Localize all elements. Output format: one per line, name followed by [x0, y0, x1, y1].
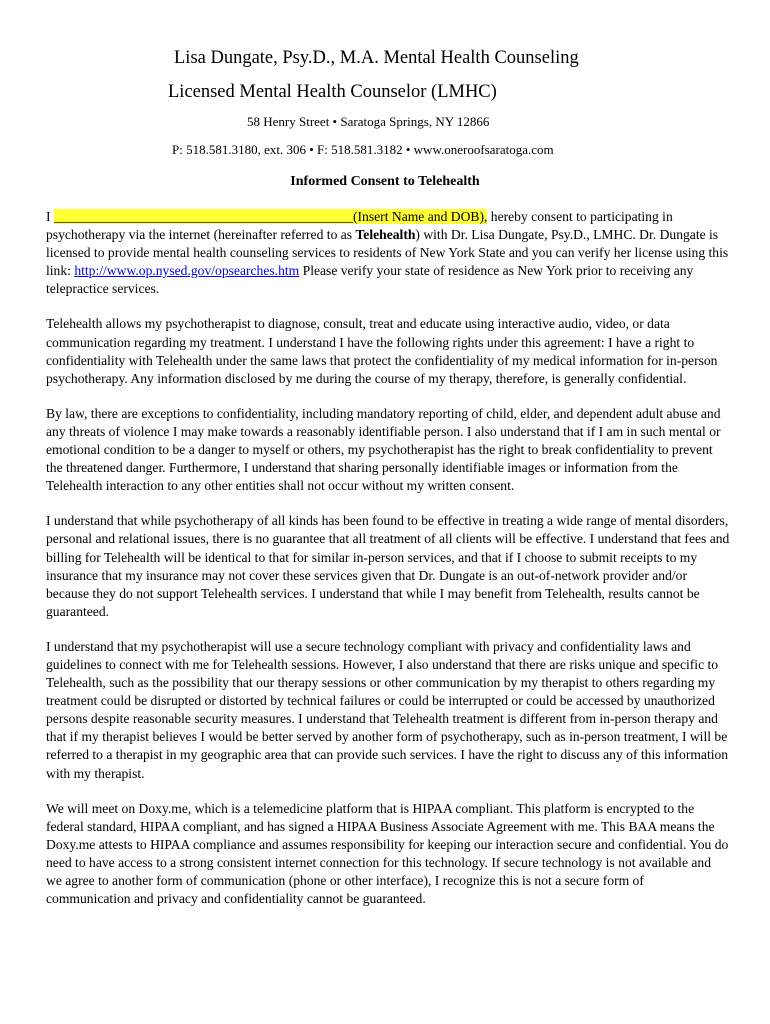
consent-text: hereby consent to participating in psychotherapy via the internet (hereinafter referred to as	[46, 209, 673, 243]
name-dob-field[interactable]: ____________________________________________(Insert Name and DOB),	[53, 209, 488, 224]
paragraph-telehealth-rights: Telehealth allows my psychotherapist to diagnose, consult, treat and educate using interactive audio, video, or data communication regarding my treatment. I understand I have the following rights under this agreement: I have a right to confidentiality with Telehealth under the same laws that protect the confidentiality of my medical information for in-person psychotherapy. Any information disclosed by me during the course of my therapy, therefore, is generally confidential.	[46, 316, 718, 386]
provider-title: Licensed Mental Health Counselor (LMHC)	[168, 82, 497, 102]
paragraph-technology-risks: I understand that my psychotherapist will use a secure technology compliant with privacy and confidentiality laws and guidelines to connect with me for Telehealth sessions. However, I also understand that there are risks unique and specific to Telehealth, such as the possibility that our therapy sessions or other communication by my therapist to others regarding my treatment could be disrupted or distorted by technical failures or could be interrupted or could be accessed by unauthorized persons despite reasonable security measures. I understand that Telehealth treatment is different from in-person therapy and that if my therapist believes I would be better served by another form of psychotherapy, such as in-person treatment, I will be referred to a therapist in my geographic area that can provide such services. I have the right to discuss any of this information with my therapist.	[46, 638, 729, 781]
paragraph-doxy-platform: We will meet on Doxy.me, which is a telemedicine platform that is HIPAA compliant. This platform is encrypted to the federal standard, HIPAA compliant, and has signed a HIPAA Business Associate Agreement with me. This BAA means the Doxy.me attests to HIPAA compliance and assumes responsibility for keeping our interaction secure and confidential. You do need to have access to a strong consistent internet connection for this technology. If secure technology is not available and we agree to another form of communication (phone or other interface), I recognize this is not a secure form of communication and privacy and confidentiality cannot be guaranteed.	[46, 800, 729, 907]
telehealth-term: Telehealth	[355, 227, 416, 243]
paragraph-effectiveness-fees: I understand that while psychotherapy of all kinds has been found to be effective in treating a wide range of mental disorders, personal and relational issues, there is no guarantee that all treatment of all clients will be effective. I understand that fees and billing for Telehealth will be identical to that for similar in-person services, and that if I choose to submit receipts to my insurance that my insurance may not cover these services given that Dr. Dungate is an out-of-network provider and/or because they do not support Telehealth services. I understand that while I may benefit from Telehealth, results cannot be guaranteed.	[46, 513, 730, 619]
license-verify-link[interactable]: http://www.op.nysed.gov/opsearches.htm	[74, 263, 300, 279]
consent-tail: Please verify your state of residence as New York prior to receiving any telepractice services.	[46, 263, 694, 297]
form-title: Informed Consent to Telehealth	[290, 174, 480, 189]
consent-lead: I	[46, 209, 54, 224]
paragraph-confidentiality-exceptions: By law, there are exceptions to confidentiality, including mandatory reporting of child, elder, and dependent adult abuse and any threats of violence I may make towards a reasonably identifiable person. I also understand that if I am in such mental or emotional condition to be a danger to myself or others, my psychotherapist has the right to break confidentiality to prevent the threatened danger. Furthermore, I understand that sharing personally identifiable images or information from the Telehealth interaction to any other entities shall not occur without my written consent.	[46, 405, 721, 494]
consent-body	[46, 208, 730, 925]
provider-address: 58 Henry Street • Saratoga Springs, NY 12866	[247, 114, 490, 129]
consent-text-2: ) with Dr. Lisa Dungate, Psy.D., LMHC. Dr. Dungate is licensed to provide mental health counseling services to residents of New York State and you can verify her license using this link:	[46, 227, 729, 279]
provider-contact: P: 518.581.3180, ext. 306 • F: 518.581.3182 • www.oneroofsaratoga.com	[172, 142, 554, 157]
consent-paragraph	[46, 208, 730, 298]
provider-name: Lisa Dungate, Psy.D., M.A. Mental Health Counseling	[174, 48, 579, 68]
